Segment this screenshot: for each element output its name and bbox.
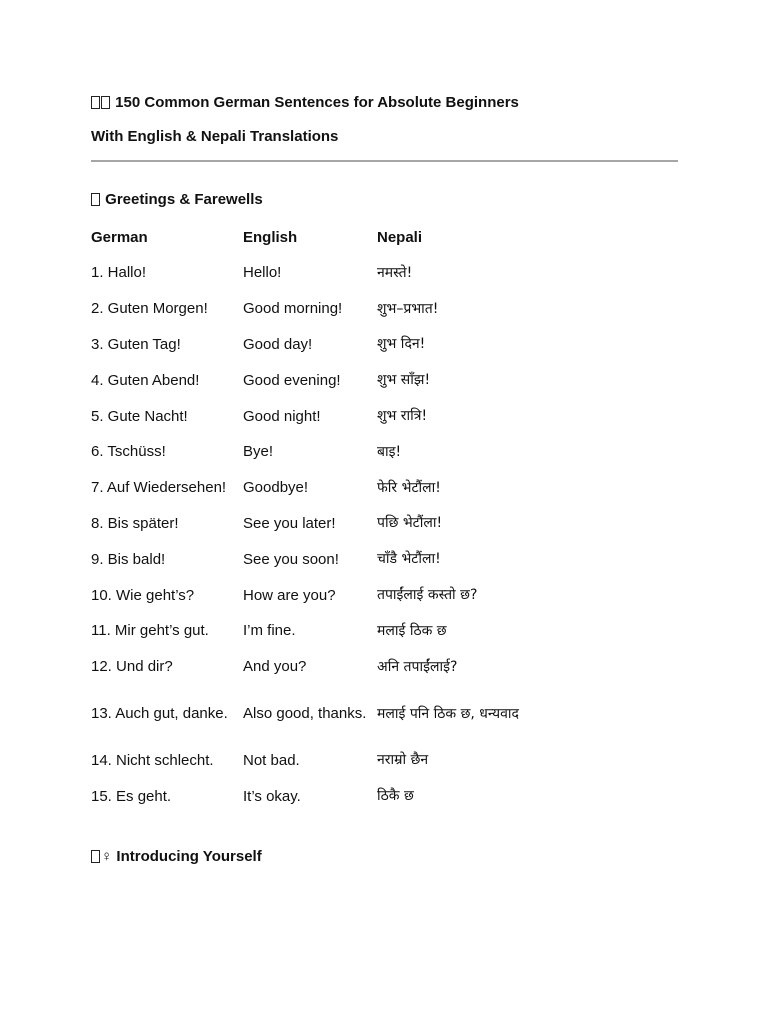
section-heading-text: Greetings & Farewells (105, 191, 263, 208)
table-row (91, 577, 577, 613)
table-row (91, 778, 577, 814)
column-header-nepali: Nepali (377, 228, 423, 246)
table-row (91, 613, 577, 649)
phrase-table (91, 219, 577, 814)
cell-nepali: मलाई ठिक छ (377, 622, 447, 639)
document-title (91, 94, 519, 111)
cell-nepali: शुभ रात्रि! (377, 408, 428, 425)
cell-german: 2. Guten Morgen! (91, 300, 208, 318)
flag-icon (91, 94, 111, 111)
table-row (91, 291, 577, 327)
table-row (91, 649, 577, 685)
column-header-english: English (243, 228, 298, 246)
cell-nepali: तपाईंलाई कस्तो छ? (377, 587, 478, 604)
cell-english: Good evening! (243, 371, 341, 389)
document-title-text: 150 Common German Sentences for Absolute Beginners (115, 94, 519, 111)
table-row (91, 255, 577, 291)
table-header-row (91, 219, 577, 255)
cell-german: 8. Bis später! (91, 514, 179, 532)
cell-german: 12. Und dir? (91, 658, 173, 676)
cell-english: Good morning! (243, 300, 343, 318)
person-icon: ♀ (91, 848, 112, 865)
table-row (91, 327, 577, 363)
cell-german: 9. Bis bald! (91, 550, 166, 568)
cell-german: 3. Guten Tag! (91, 335, 181, 353)
table-row (91, 541, 577, 577)
cell-english: Hello! (243, 264, 282, 282)
cell-english: Goodbye! (243, 479, 309, 497)
horizontal-divider (91, 160, 678, 162)
cell-english: Good night! (243, 407, 321, 425)
cell-german: 11. Mir geht’s gut. (91, 622, 209, 640)
cell-nepali: चाँडै भेटौंला! (377, 551, 441, 568)
cell-english: See you later! (243, 514, 336, 532)
cell-nepali: नमस्ते! (377, 264, 413, 281)
cell-english: Not bad. (243, 751, 300, 769)
cell-english: Good day! (243, 335, 313, 353)
cell-german: 6. Tschüss! (91, 443, 166, 461)
cell-english: Also good, thanks. (243, 705, 367, 723)
table-row (91, 434, 577, 470)
cell-nepali: बाइ! (377, 443, 402, 460)
section-heading-introducing (91, 848, 262, 865)
table-row (91, 685, 577, 743)
document-subtitle: With English & Nepali Translations (91, 128, 339, 145)
cell-german: 5. Gute Nacht! (91, 407, 188, 425)
cell-german: 7. Auf Wiedersehen! (91, 479, 227, 497)
table-row (91, 362, 577, 398)
cell-nepali: शुभ–प्रभात! (377, 300, 439, 317)
cell-german: 1. Hallo! (91, 264, 147, 282)
cell-english: Bye! (243, 443, 274, 461)
cell-nepali: शुभ साँझ! (377, 372, 431, 389)
cell-english: I’m fine. (243, 622, 296, 640)
section-heading-text: Introducing Yourself (116, 848, 262, 865)
table-row (91, 470, 577, 506)
cell-german: 4. Guten Abend! (91, 371, 200, 389)
cell-nepali: मलाई पनि ठिक छ, धन्यवाद (377, 705, 519, 722)
cell-english: See you soon! (243, 550, 339, 568)
table-row (91, 743, 577, 779)
cell-english: And you? (243, 658, 307, 676)
cell-english: It’s okay. (243, 787, 301, 805)
cell-nepali: अनि तपाईंलाई? (377, 658, 458, 675)
cell-german: 13. Auch gut, danke. (91, 705, 228, 723)
cell-german: 10. Wie geht’s? (91, 586, 195, 604)
wave-icon (91, 191, 101, 208)
cell-nepali: नराम्रो छैन (377, 752, 429, 769)
cell-nepali: ठिकै छ (377, 788, 414, 805)
cell-german: 14. Nicht schlecht. (91, 751, 214, 769)
cell-nepali: शुभ दिन! (377, 336, 426, 353)
cell-nepali: पछि भेटौंला! (377, 515, 443, 532)
column-header-german: German (91, 228, 148, 246)
table-body (91, 255, 577, 814)
table-row (91, 398, 577, 434)
cell-english: How are you? (243, 586, 336, 604)
cell-nepali: फेरि भेटौंला! (377, 479, 441, 496)
section-heading-greetings (91, 191, 263, 208)
cell-german: 15. Es geht. (91, 787, 172, 805)
table-row (91, 506, 577, 542)
